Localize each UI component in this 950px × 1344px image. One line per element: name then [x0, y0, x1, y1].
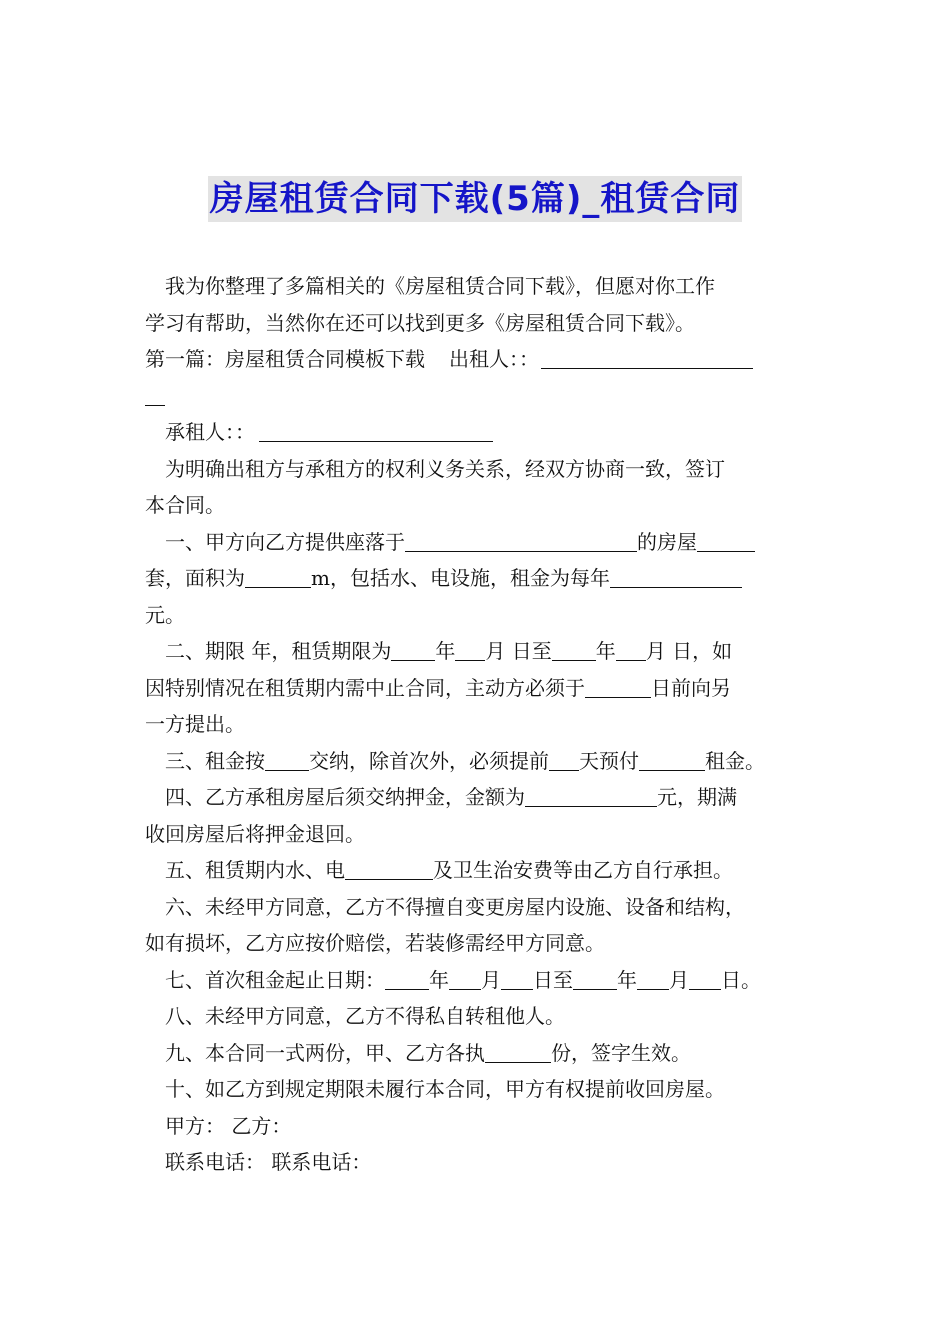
clause-4-line-1: 四、乙方承租房屋后须交纳押金，金额为 元，期满	[165, 785, 737, 809]
rent-blank	[610, 565, 742, 588]
clause-5-line: 五、租赁期内水、电 及卫生治安费等由乙方自行承担。	[165, 858, 733, 882]
clause-6-line-2: 如有损坏，乙方应按价赔偿，若装修需经甲方同意。	[145, 931, 605, 955]
phones-line: 联系电话： 联系电话：	[165, 1150, 372, 1174]
clause-7-line: 七、首次租金起止日期： 年 月 日至 年 月 日。	[165, 967, 761, 992]
lessor-blank-overflow-line	[145, 378, 813, 415]
clause-2-line-2: 因特别情况在租赁期内需中止合同，主动方必须于 日前向另	[145, 675, 731, 700]
clause-6-line-1: 六、未经甲方同意，乙方不得擅自变更房屋内设施、设备和结构，	[165, 894, 745, 919]
clause-1-line-2: 套，面积为 m，包括水、电设施，租金为每年	[145, 560, 813, 597]
copies-blank	[485, 1040, 551, 1063]
rooms-blank	[697, 529, 755, 552]
lessee-blank	[259, 419, 493, 442]
payment-term-blank	[265, 748, 309, 771]
preamble-line-2: 本合同。	[145, 493, 225, 517]
clause-2-line-3: 一方提出。	[145, 712, 245, 736]
area-blank	[245, 565, 311, 588]
section-heading-line	[145, 341, 813, 378]
first-rent-end-year-blank	[573, 967, 617, 990]
address-blank	[405, 529, 637, 552]
lessor-label: 出租人：：	[449, 347, 539, 371]
document-title: 房屋租赁合同下载(5篇)_租赁合同	[208, 176, 743, 222]
document-body	[145, 268, 813, 1181]
notice-days-blank	[585, 675, 651, 698]
first-rent-end-month-blank	[637, 967, 669, 990]
first-rent-start-month-blank	[449, 967, 481, 990]
lessee-label: 承租人：：	[165, 420, 255, 444]
prepay-days-blank	[549, 748, 579, 771]
lessor-blank	[541, 346, 753, 369]
clause-1-line-1: 一、甲方向乙方提供座落于 的房屋	[145, 524, 813, 561]
clause-4-line-2: 收回房屋后将押金退回。	[145, 821, 365, 846]
utilities-blank	[345, 857, 433, 880]
intro-line-2: 学习有帮助，当然你在还可以找到更多《房屋租赁合同下载》。	[145, 310, 695, 335]
deposit-blank	[525, 784, 657, 807]
clause-9-line: 九、本合同一式两份，甲、乙方各执 份，签字生效。	[165, 1040, 691, 1065]
clause-10-line: 十、如乙方到规定期限未履行本合同，甲方有权提前收回房屋。	[165, 1077, 725, 1101]
parties-line: 甲方： 乙方：	[165, 1113, 292, 1138]
clause-1-line-3: 元。	[145, 602, 185, 627]
section-1-heading: 第一篇：房屋租赁合同模板下载	[145, 347, 425, 371]
preamble-line-1: 为明确出租方与承租方的权利义务关系，经双方协商一致，签订	[165, 456, 725, 481]
clause-2-line-1: 二、期限 年，租赁期限为 年 月 日至 年 月 日，如	[165, 639, 733, 663]
first-rent-start-day-blank	[501, 967, 533, 990]
clause-3-line: 三、租金按 交纳，除首次外，必须提前 天预付 租金。	[165, 748, 765, 773]
start-year-blank	[391, 638, 435, 661]
intro-line-1: 我为你整理了多篇相关的《房屋租赁合同下载》，但愿对你工作	[165, 274, 715, 298]
first-rent-end-day-blank	[689, 967, 721, 990]
end-month-blank	[616, 638, 646, 661]
start-month-blank	[455, 638, 485, 661]
clause-8-line: 八、未经甲方同意，乙方不得私自转租他人。	[165, 1004, 565, 1028]
end-year-blank	[552, 638, 596, 661]
title-container	[0, 176, 950, 222]
first-rent-start-year-blank	[385, 967, 429, 990]
prepay-amount-blank	[639, 748, 705, 771]
lessor-blank-overflow	[145, 383, 165, 406]
lessee-line	[145, 414, 813, 451]
